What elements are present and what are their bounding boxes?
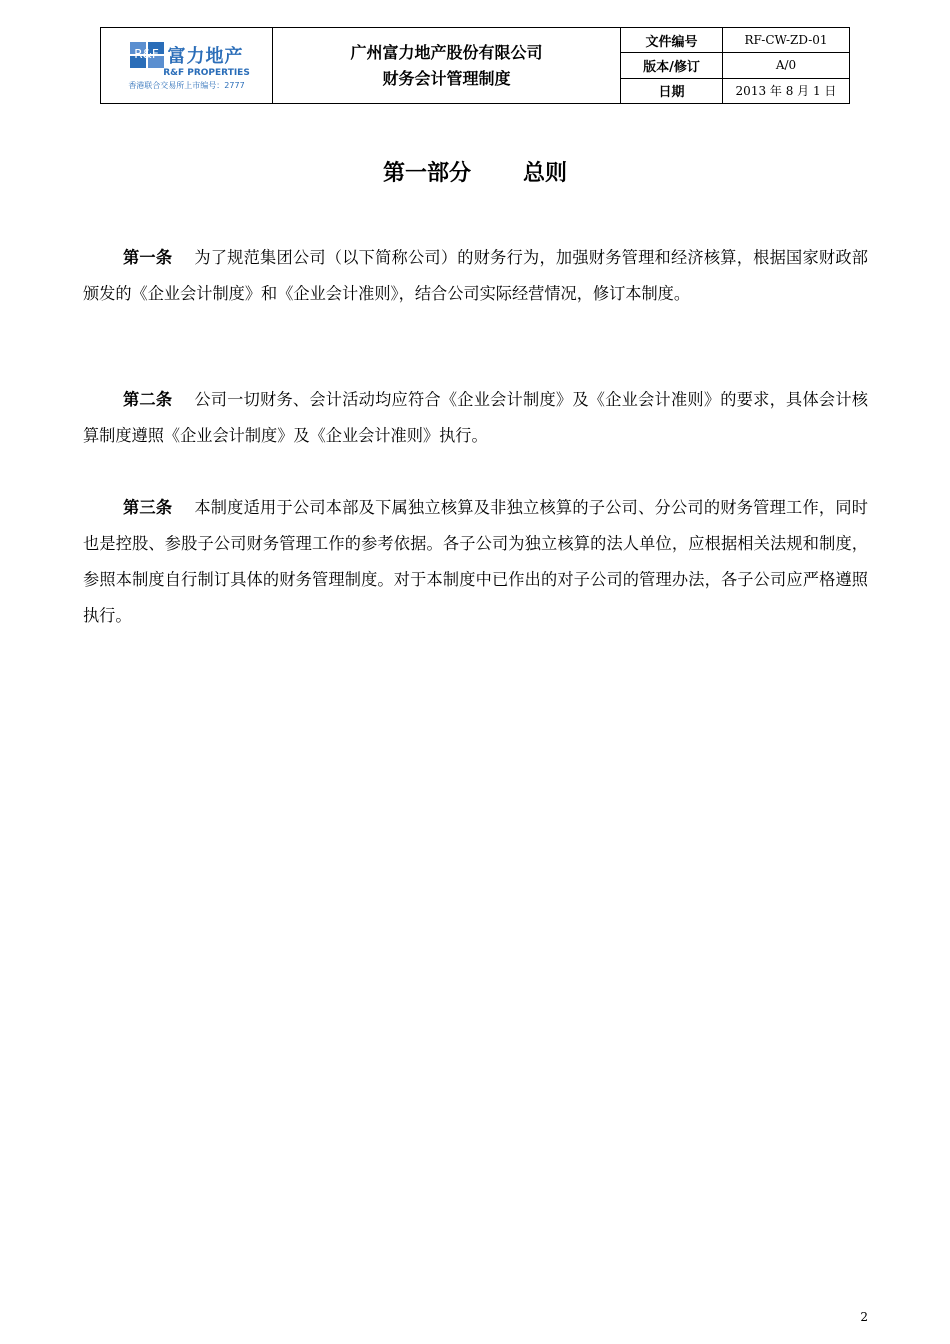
article-number: 第三条 (123, 498, 173, 517)
article-3 (83, 490, 868, 634)
company-logo (101, 28, 272, 103)
page-number: 2 (860, 1310, 868, 1324)
document-title: 财务会计管理制度 (382, 68, 511, 88)
section-part: 第一部分 (382, 161, 471, 186)
meta-label-version: 版本/修订 (621, 53, 723, 78)
logo-brand-cn: 富力地产 (167, 46, 244, 67)
article-text: 公司一切财务、会计活动均应符合《企业会计制度》及《企业会计准则》的要求，具体会计核算制度遵照《企业会计制度》及《企业会计准则》执行。 (83, 390, 868, 445)
meta-label-date: 日期 (621, 78, 723, 103)
article-2 (83, 382, 868, 454)
company-name: 广州富力地产股份有限公司 (350, 42, 543, 62)
article-text: 为了规范集团公司（以下简称公司）的财务行为，加强财务管理和经济核算，根据国家财政部颁发的《企业会计制度》和《企业会计准则》，结合公司实际经营情况，修订本制度。 (83, 248, 868, 303)
meta-value-date: 2013 年 8 月 1 日 (723, 78, 850, 103)
section-name: 总则 (523, 161, 568, 186)
article-number: 第二条 (123, 390, 173, 409)
meta-value-version: A/0 (723, 53, 850, 78)
meta-value-doc-no: RF-CW-ZD-01 (723, 28, 850, 53)
listing-note: 香港联合交易所上市编号：2777 (128, 81, 245, 90)
title-cell (273, 28, 621, 104)
logo-cell (101, 28, 273, 104)
article-text: 本制度适用于公司本部及下属独立核算及非独立核算的子公司、分公司的财务管理工作，同时也是控股、参股子公司财务管理工作的参考依据。各子公司为独立核算的法人单位，应根据相关法规和制度，参照本制度自行制订具体的财务管理制度。对于本制度中已作出的对子公司的管理办法，各子公司应严格遵照执行。 (83, 498, 868, 625)
section-title (0, 156, 950, 187)
rf-logo-mark: R&F (130, 42, 164, 68)
article-1 (83, 240, 868, 312)
meta-label-doc-no: 文件编号 (621, 28, 723, 53)
document-header (100, 27, 850, 104)
logo-brand-en: R&F PROPERTIES (163, 68, 250, 78)
article-number: 第一条 (123, 248, 173, 267)
